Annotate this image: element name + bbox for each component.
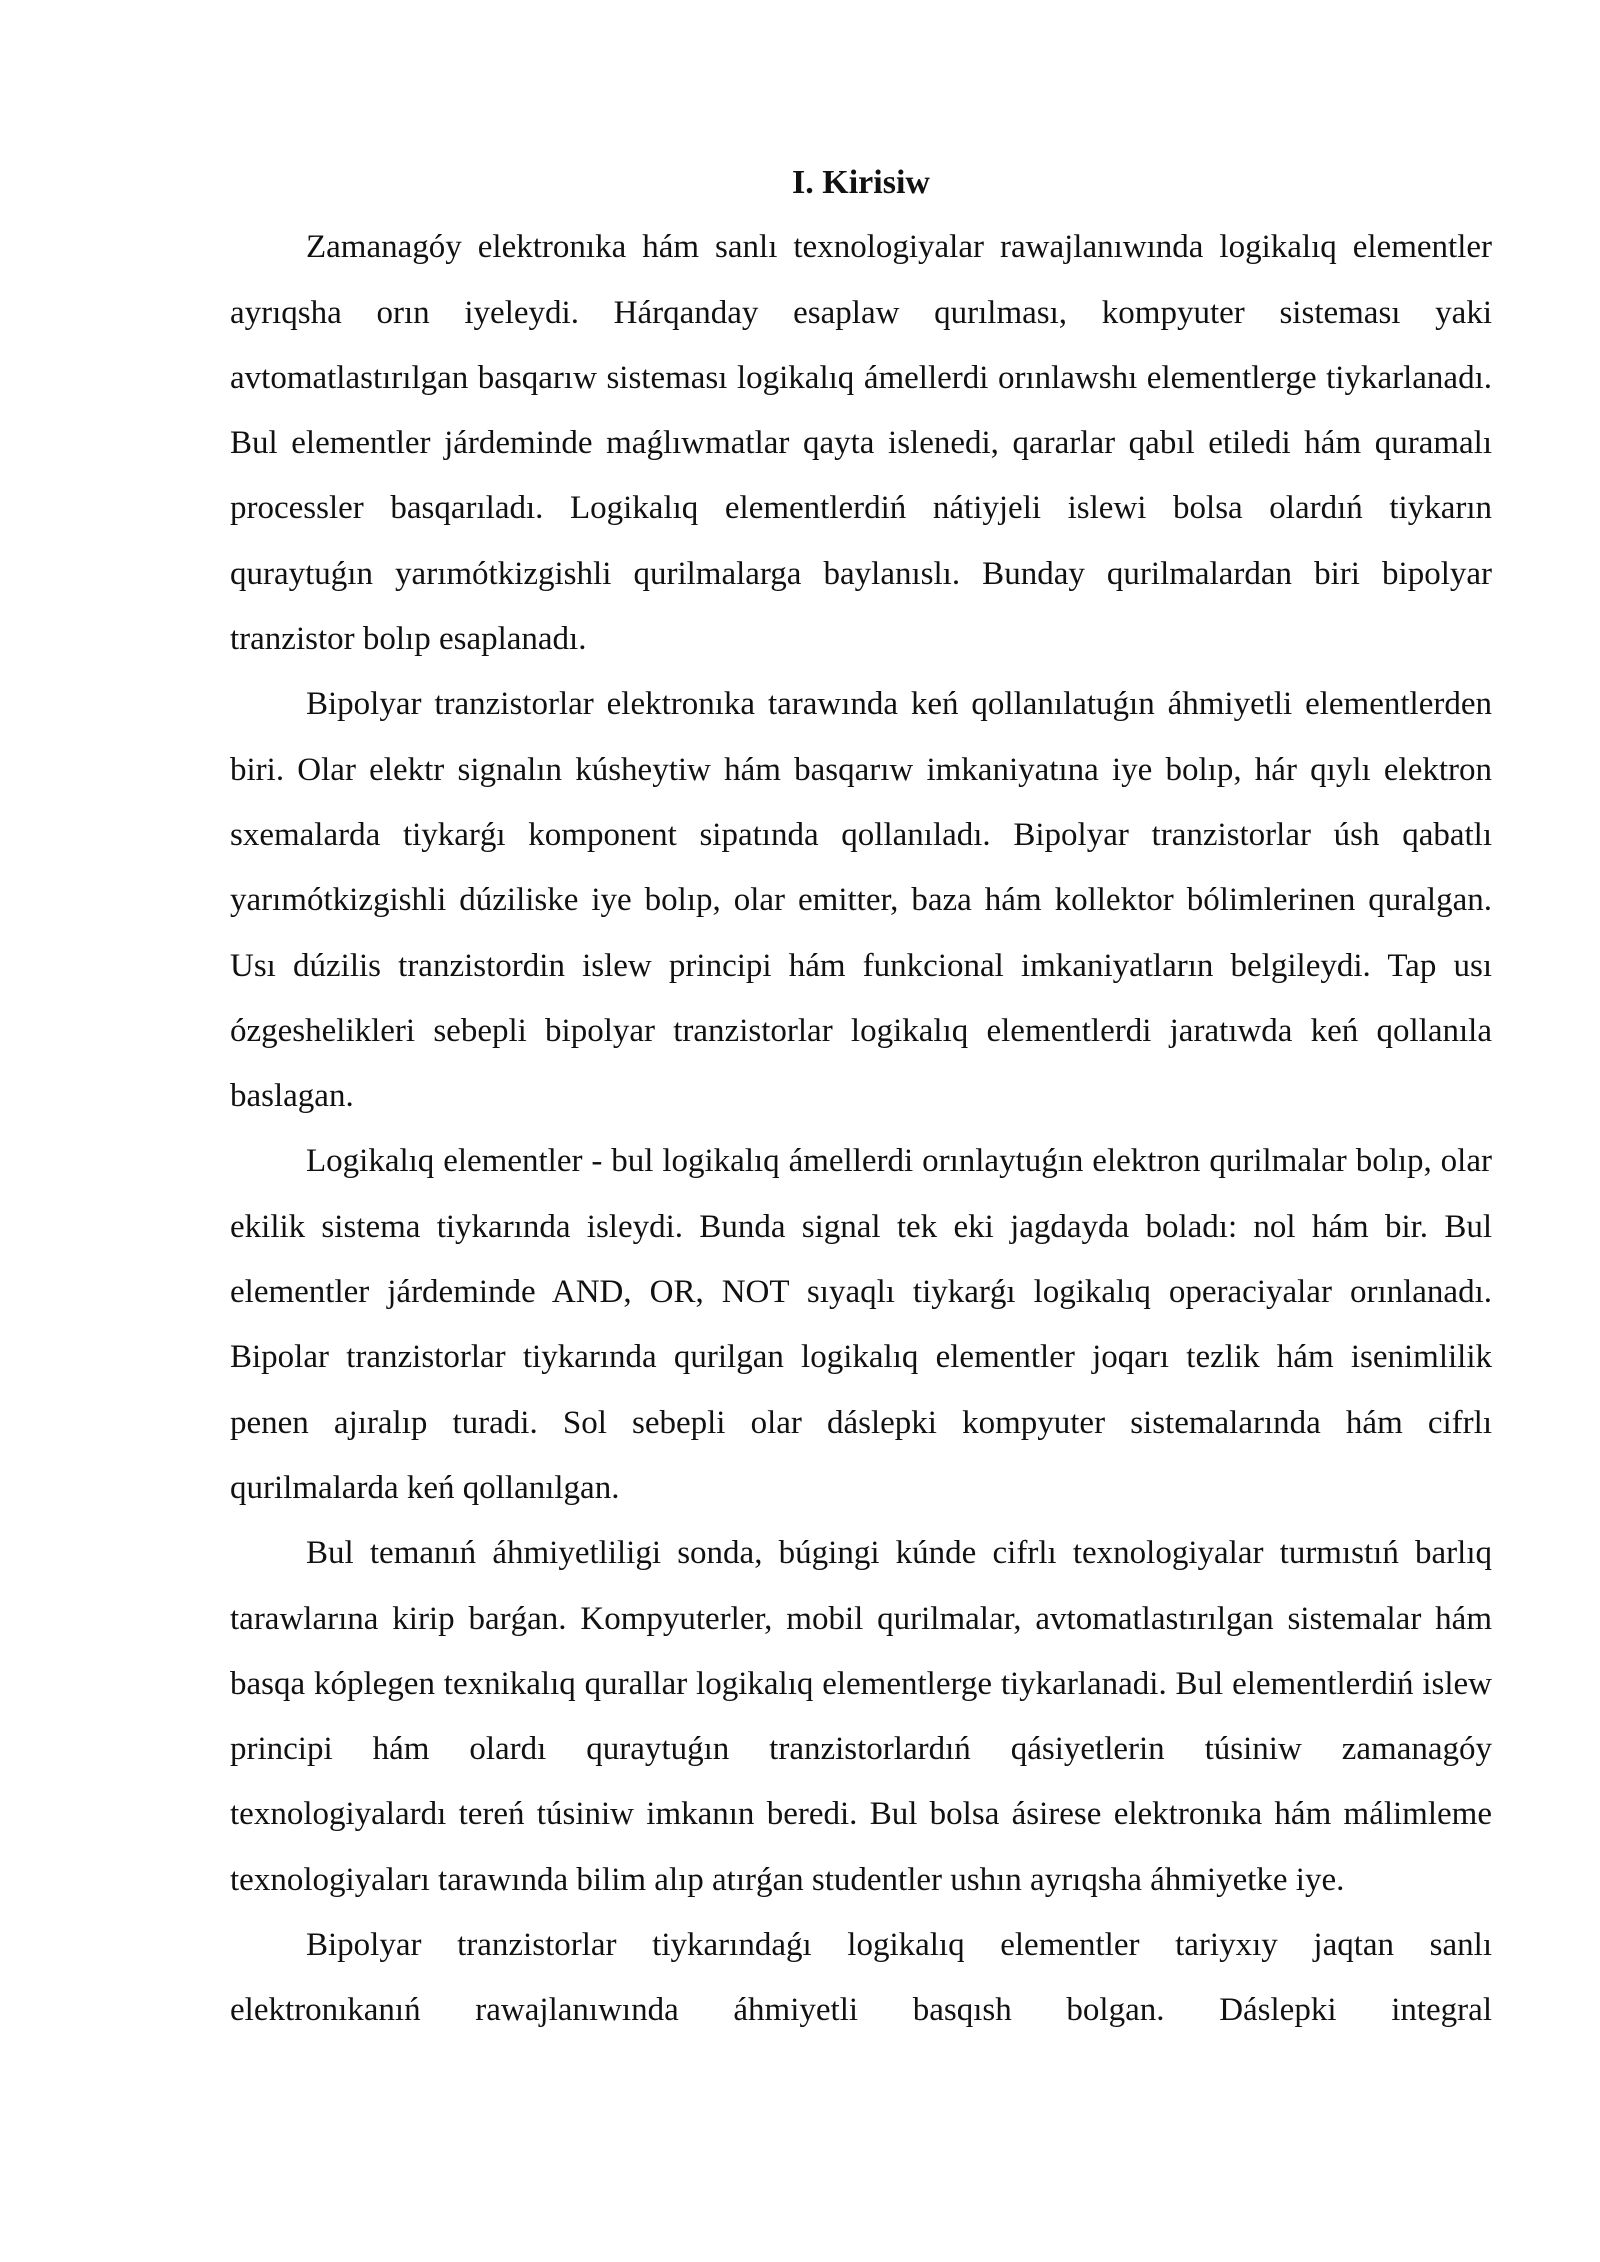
- paragraph-2: Bipolyar tranzistorlar elektronıka tarawında keń qollanılatuǵın áhmiyetli elementlerden biri. Olar elektr signalın kúsheytiw hám basqarıw imkaniyatına iye bolıp, hár qıylı elektron sxemalarda tiykarǵı komponent sipatında qollanıladı. Bipolyar tranzistorlar úsh qabatlı yarımótkizgishli dúziliske iye bolıp, olar emitter, baza hám kollektor bólimlerinen quralgan. Usı dúzilis tranzistordin islew principi hám funkcional imkaniyatların belgileydi. Tap usı ózgeshelikleri sebepli bipolyar tranzistorlar logikalıq elementlerdi jaratıwda keń qollanıla baslagan.: [230, 686, 1492, 1115]
- paragraph-4: Bul temanıń áhmiyetliligi sonda, búgingi kúnde cifrlı texnologiyalar turmıstıń barlıq tarawlarına kirip barǵan. Kompyuterler, mobil qurilmalar, avtomatlastırılgan sistemalar hám basqa kóplegen texnikalıq qurallar logikalıq elementlerge tiykarlanadi. Bul elementlerdiń islew principi hám olardı quraytuǵın tranzistorlardıń qásiyetlerin túsiniw zamanagóy texnologiyalardı tereń túsiniw imkanın beredi. Bul bolsa ásirese elektronıka hám málimleme texnologiyaları tarawında bilim alıp atırǵan studentler ushın ayrıqsha áhmiyetke iye.: [230, 1535, 1492, 1898]
- document-body: [230, 150, 1492, 2044]
- paragraph-1: Zamanagóy elektronıka hám sanlı texnologiyalar rawajlanıwında logikalıq elementler ayrıqsha orın iyeleydi. Hárqanday esaplaw qurılması, kompyuter sisteması yaki avtomatlastırılgan basqarıw sisteması logikalıq ámellerdi orınlawshı elementlerge tiykarlanadı. Bul elementler járdeminde maǵlıwmatlar qayta islenedi, qararlar qabıl etiledi hám quramalı processler basqarıladı. Logikalıq elementlerdiń nátiyjeli islewi bolsa olardıń tiykarın quraytuǵın yarımótkizgishli qurilmalarga baylanıslı. Bunday qurilmalardan biri bipolyar tranzistor bolıp esaplanadı.: [230, 229, 1492, 658]
- section-title: I. Kirisiw: [792, 164, 930, 201]
- paragraph-5: Bipolyar tranzistorlar tiykarındaǵı logikalıq elementler tariyxıy jaqtan sanlı elektronıkanıń rawajlanıwında áhmiyetli basqısh bolgan. Dáslepki integral: [230, 1927, 1492, 2029]
- paragraph-3: Logikalıq elementler - bul logikalıq ámellerdi orınlaytuǵın elektron qurilmalar bolıp, olar ekilik sistema tiykarında isleydi. Bunda signal tek eki jagdayda boladı: nol hám bir. Bul elementler járdeminde AND, OR, NOT sıyaqlı tiykarǵı logikalıq operaciyalar orınlanadı. Bipolar tranzistorlar tiykarında qurilgan logikalıq elementler joqarı tezlik hám isenimlilik penen ajıralıp turadi. Sol sebepli olar dáslepki kompyuter sistemalarında hám cifrlı qurilmalarda keń qollanılgan.: [230, 1143, 1492, 1506]
